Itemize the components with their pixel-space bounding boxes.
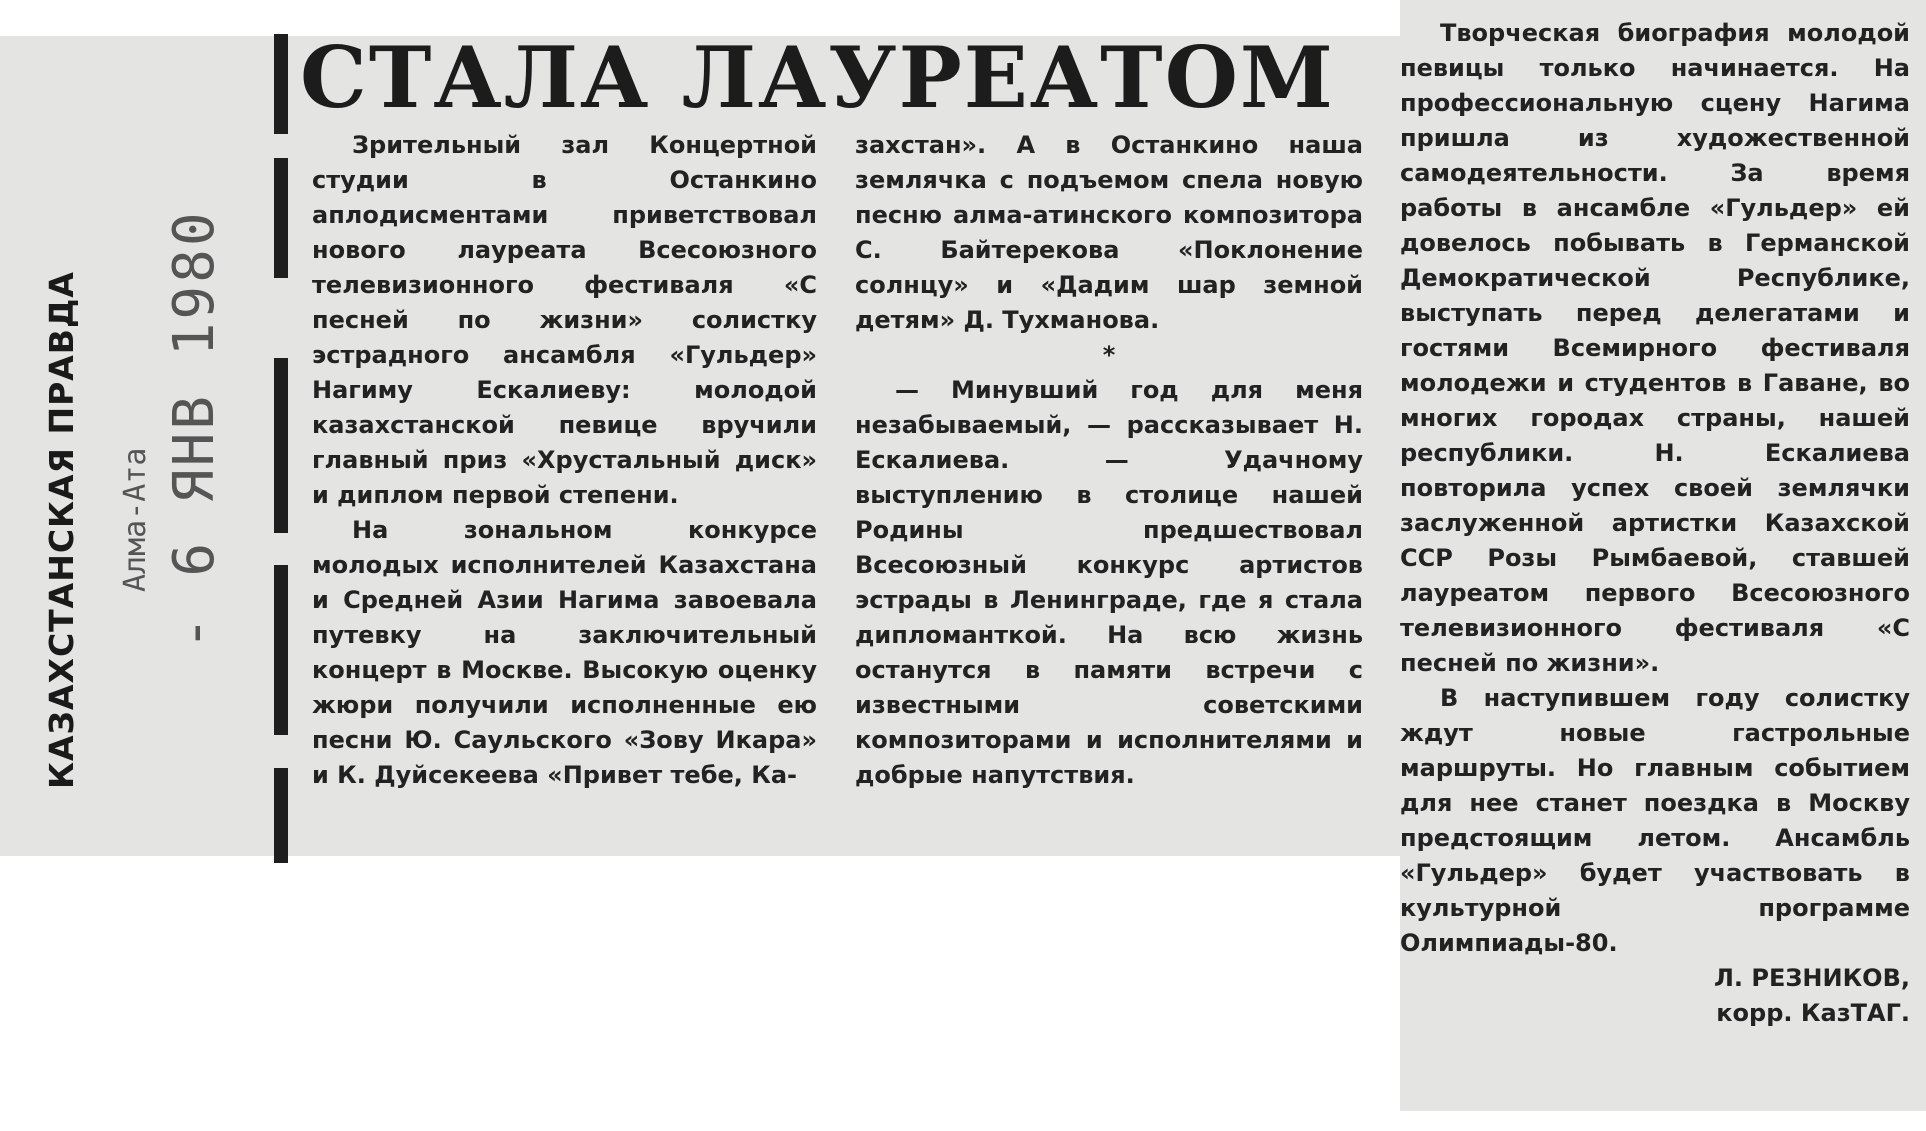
paragraph: В наступившем году солистку ждут новые гастрольные маршруты. Но главным событием для нее станет поездка в Москву предстоящим летом. Ансамбль «Гульдер» будет участвовать в культурной программе Олимпиады-80. — [1400, 684, 1910, 957]
author-signature: Л. РЕЗНИКОВ, — [1713, 964, 1910, 992]
stamp-date: - 6 ЯНВ 1980 — [162, 209, 227, 650]
newspaper-masthead: КАЗАХСТАНСКАЯ ПРАВДА — [42, 271, 81, 789]
paragraph: На зональном конкурсе молодых исполнителей Казахстана и Средней Азии Нагима завоевала путевку на заключительный концерт в Москве. Высокую оценку жюри получили исполненные ею песни Ю. Саульского «Зову Икара» и К. Дуйсекеева «Привет тебе, Ка- — [312, 516, 817, 789]
column-rule — [274, 158, 288, 278]
paragraph: Творческая биография молодой певицы только начинается. На профессиональную сцену Нагима пришла из художественной самодеятельности. За время работы в ансамбле «Гульдер» ей довелось побывать в Германской Демократической Республике, выступать перед делегатами и гостями Всемирного фестиваля молодежи и студентов в Гаване, во многих городах страны, нашей республики. Н. Ескалиева повторила успех своей землячки заслуженной артистки Казахской ССР Розы Рымбаевой, ставшей лауреатом первого Всесоюзного телевизионного фестиваля «С песней по жизни». — [1400, 19, 1910, 677]
section-separator: * — [1102, 341, 1116, 369]
article-headline: СТАЛА ЛАУРЕАТОМ — [300, 28, 1335, 127]
paragraph: захстан». А в Останкино наша землячка с подъемом спела новую песню алма-атинского композитора С. Байтерекова «Поклонение солнцу» и «Дадим шар земной детям» Д. Тухманова. — [855, 131, 1363, 334]
stamp-city: Алма-Ата — [118, 447, 153, 593]
paragraph: — Минувший год для меня незабываемый, — рассказывает Н. Ескалиева. — Удачному выступлению в столице нашей Родины предшествовал Всесоюзный конкурс артистов эстрады в Ленинграде, где я стала дипломанткой. На всю жизнь останутся в памяти встречи с известными советскими композиторами и исполнителями и добрые напутствия. — [855, 376, 1363, 789]
column-rule — [274, 34, 288, 134]
column-rule — [274, 565, 288, 735]
author-agency: корр. КазТАГ. — [1716, 999, 1910, 1027]
column-rule — [274, 358, 288, 533]
article-column-1 — [312, 128, 817, 840]
article-column-3 — [1400, 16, 1910, 1086]
column-rule — [274, 768, 288, 863]
article-column-2 — [855, 128, 1363, 840]
paragraph: Зрительный зал Концертной студии в Останкино аплодисментами приветствовал нового лауреата Всесоюзного телевизионного фестиваля «С песней по жизни» солистку эстрадного ансамбля «Гульдер» Нагиму Ескалиеву: молодой казахстанской певице вручили главный приз «Хрустальный диск» и диплом первой степени. — [312, 131, 817, 509]
